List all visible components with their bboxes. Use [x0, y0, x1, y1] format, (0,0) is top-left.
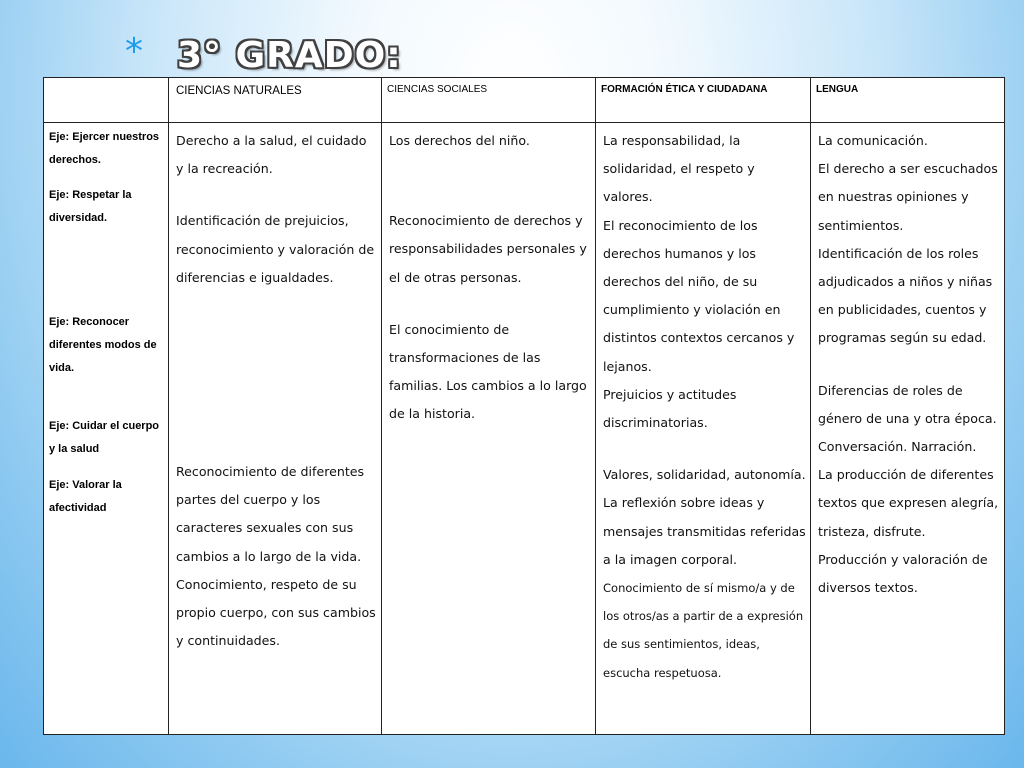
lengua-item: El derecho a ser escuchados en nuestras opiniones y sentimientos. [818, 161, 998, 233]
ciencias-sociales-cell [382, 123, 596, 735]
etica-item: Conocimiento de sí mismo/a y de los otros/as a partir de a expresión de sus sentimientos, ideas, escucha respetuosa. [603, 581, 804, 680]
lengua-item: La comunicación. [818, 133, 928, 148]
etica-item: La responsabilidad, la solidaridad, el respeto y valores. [603, 133, 755, 205]
eje-valorar-afectividad: Eje: Valorar la afectividad [49, 479, 122, 514]
header-ciencias-sociales: CIENCIAS SOCIALES [382, 78, 596, 123]
curriculum-table [43, 77, 1005, 735]
lengua-item: La producción de diferentes textos que expresen alegría, tristeza, disfrute. [818, 467, 999, 539]
lengua-item: Identificación de los roles adjudicados a niños y niñas en publicidades, cuentos y programas según su edad. [818, 245, 993, 346]
asterisk-bullet-icon: * [125, 31, 143, 72]
table-body-row [44, 123, 1005, 735]
header-empty-cell [44, 78, 169, 123]
lengua-item: Producción y valoración de diversos textos. [818, 551, 988, 596]
naturales-item: Derecho a la salud, el cuidado y la recreación. [176, 133, 367, 177]
header-formacion-etica: FORMACIÓN ÉTICA Y CIUDADANA [596, 78, 811, 123]
etica-item: Valores, solidaridad, autonomía. La reflexión sobre ideas y mensajes transmitidas referidas a la imagen corporal. [603, 467, 806, 567]
naturales-item: Reconocimiento de diferentes partes del cuerpo y los caracteres sexuales con sus cambios a lo largo de la vida. Conocimiento, respeto de su propio cuerpo, con sus cambios y continuidades. [176, 464, 376, 649]
sociales-item: Los derechos del niño. [389, 133, 530, 148]
table-header-row [44, 78, 1005, 123]
eje-ejercer-derechos: Eje: Ejercer nuestros derechos. [49, 131, 160, 166]
sociales-item: El conocimiento de transformaciones de las familias. Los cambios a lo largo de la historia. [389, 321, 587, 422]
eje-respetar-diversidad: Eje: Respetar la diversidad. [49, 189, 132, 224]
etica-item: Prejuicios y actitudes discriminatorias. [603, 386, 737, 431]
sociales-item: Reconocimiento de derechos y responsabilidades personales y el de otras personas. [389, 213, 587, 285]
slide-title: 3° GRADO: [177, 35, 402, 76]
header-lengua: LENGUA [811, 78, 1005, 123]
etica-item: El reconocimiento de los derechos humanos y los derechos del niño, de su cumplimiento y violación en distintos contextos cercanos y lejanos. [603, 217, 795, 374]
header-ciencias-naturales: CIENCIAS NATURALES [169, 78, 382, 123]
lengua-item: Diferencias de roles de género de una y otra época. [818, 382, 997, 426]
formacion-etica-cell [596, 123, 811, 735]
eje-reconocer-modos-vida: Eje: Reconocer diferentes modos de vida. [49, 316, 157, 374]
lengua-item: Conversación. Narración. [818, 439, 977, 455]
ejes-cell [44, 123, 169, 735]
ciencias-naturales-cell [169, 123, 382, 735]
lengua-cell [811, 123, 1005, 735]
naturales-item: Identificación de prejuicios, reconocimiento y valoración de diferencias e igualdades. [176, 213, 375, 285]
eje-cuidar-cuerpo: Eje: Cuidar el cuerpo y la salud [49, 420, 160, 455]
